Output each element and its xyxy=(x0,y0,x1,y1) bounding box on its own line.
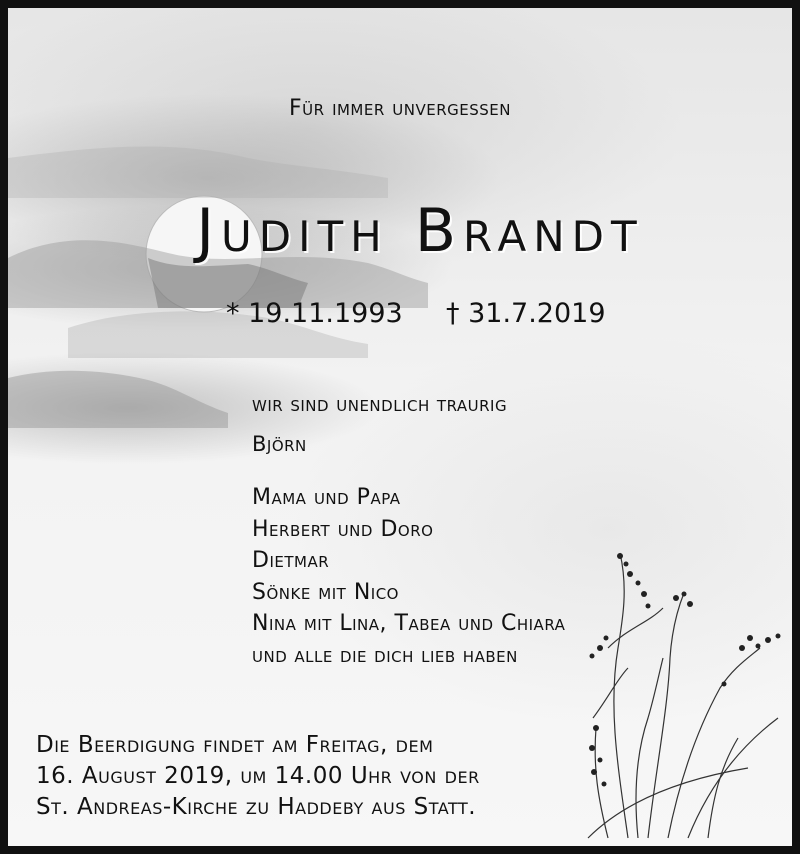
funeral-info xyxy=(36,730,480,823)
mountain-ridge xyxy=(8,146,388,198)
family-line: Dietmar xyxy=(252,548,330,573)
family-line: Sönke mit Nico xyxy=(252,579,399,605)
headline: Für immer unvergessen xyxy=(289,96,511,121)
family-line: und alle die dich lieb haben xyxy=(252,642,518,667)
mountain-ridge xyxy=(8,371,228,428)
family-line: Mama und Papa xyxy=(252,485,401,510)
family-line: Herbert und Doro xyxy=(252,516,434,542)
deceased-name: Judith Brandt xyxy=(196,196,644,266)
death-date: † 31.7.2019 xyxy=(446,298,606,329)
landscape-illustration xyxy=(8,8,792,846)
birth-date: * 19.11.1993 xyxy=(226,298,403,329)
partner-name: Björn xyxy=(252,432,307,456)
funeral-line: Die Beerdigung findet am Freitag, dem xyxy=(36,732,434,758)
family-line: Nina mit Lina, Tabea und Chiara xyxy=(252,611,566,636)
grass-seeds xyxy=(589,553,781,787)
mourning-line: wir sind unendlich traurig xyxy=(252,392,508,416)
funeral-line: St. Andreas-Kirche zu Haddeby aus Statt. xyxy=(36,794,477,820)
funeral-line: 16. August 2019, um 14.00 Uhr von der xyxy=(36,763,480,789)
family-list xyxy=(252,482,565,671)
